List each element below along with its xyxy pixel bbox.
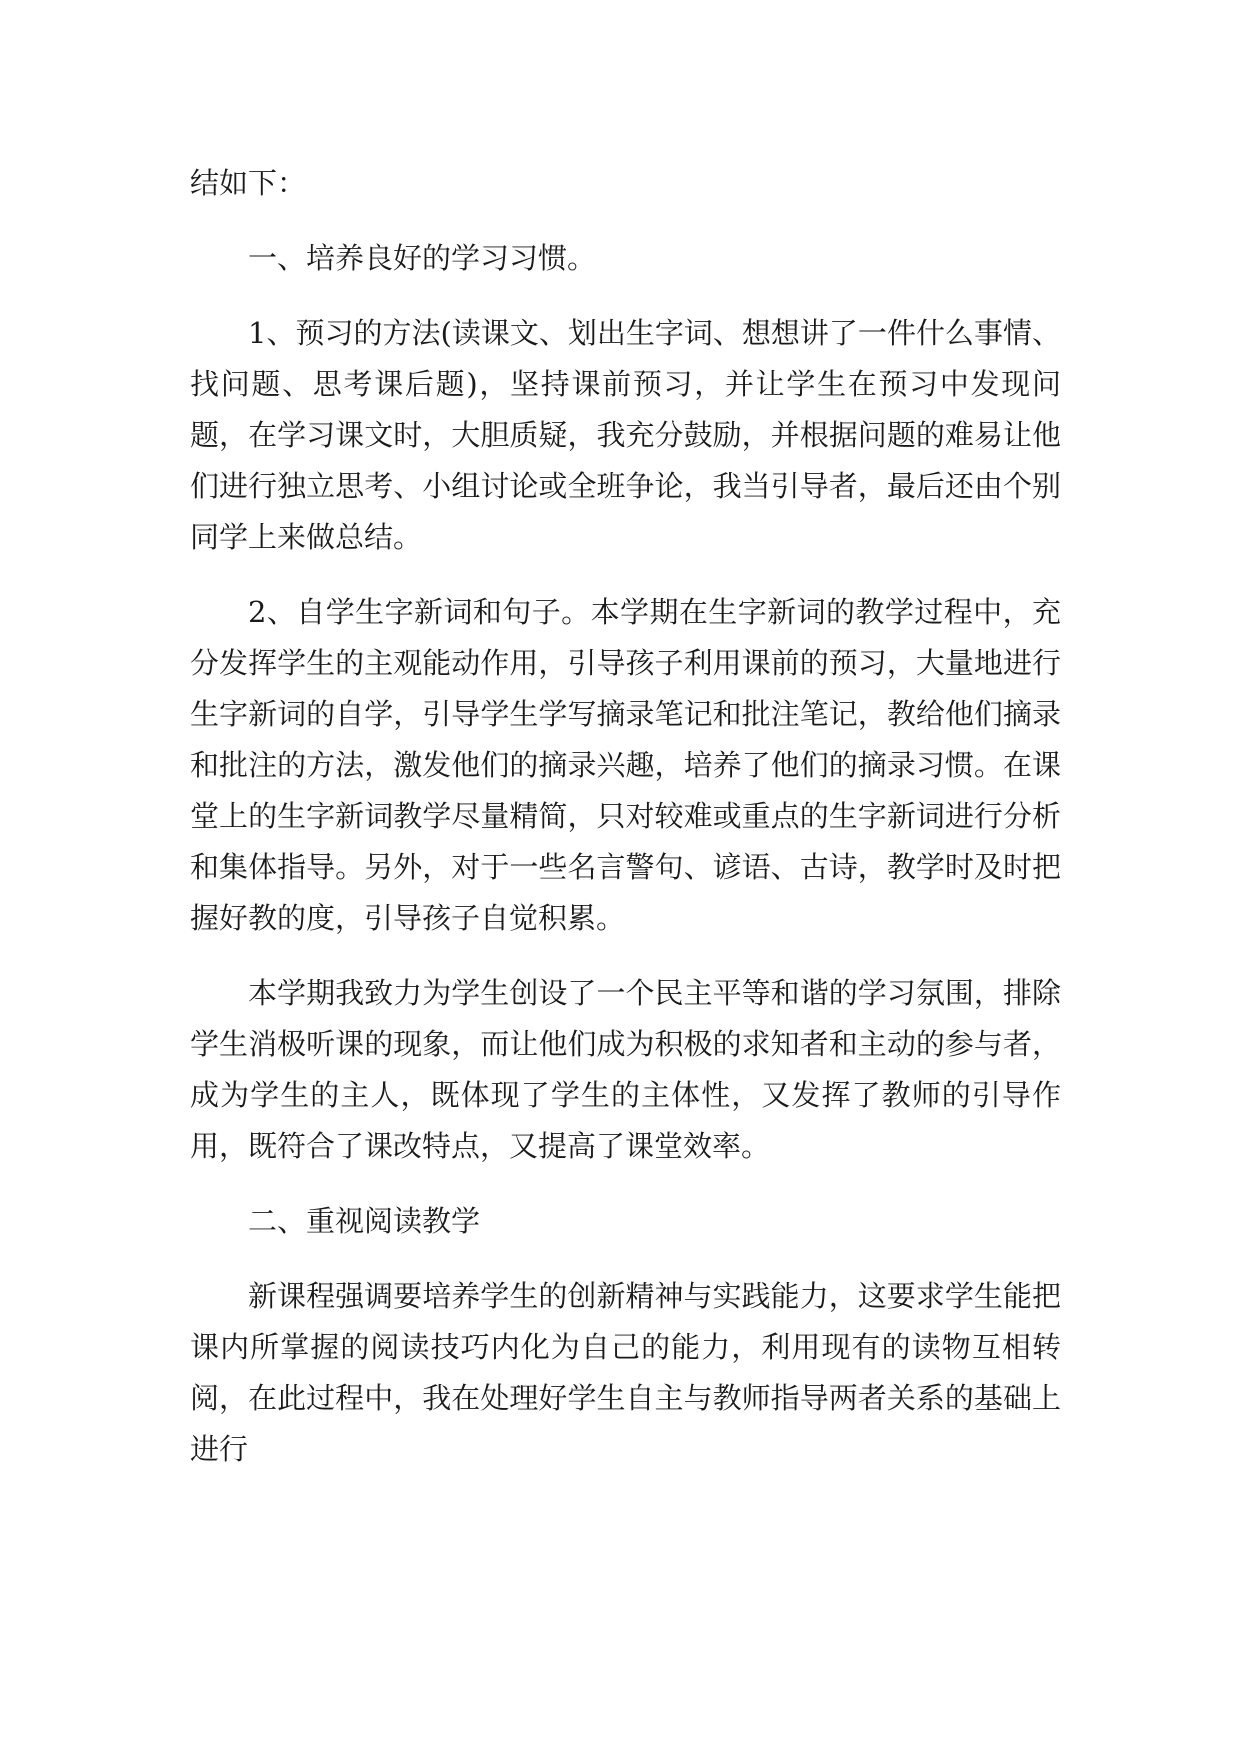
paragraph-reading-teaching: 新课程强调要培养学生的创新精神与实践能力，这要求学生能把课内所掌握的阅读技巧内化为自己的能力，利用现有的读物互相转阅，在此过程中，我在处理好学生自主与教师指导两者关系的基础上进行 xyxy=(190,1279,1061,1466)
paragraph-self-study: 2、自学生字新词和句子。本学期在生字新词的教学过程中，充分发挥学生的主观能动作用，引导孩子利用课前的预习，大量地进行生字新词的自学，引导学生学写摘录笔记和批注笔记，教给他们摘录和批注的方法，激发他们的摘录兴趣，培养了他们的摘录习惯。在课堂上的生字新词教学尽量精简，只对较难或重点的生字新词进行分析和集体指导。另外，对于一些名言警句、谚语、古诗，教学时及时把握好教的度，引导孩子自觉积累。 xyxy=(190,595,1061,935)
paragraph-continuation: 结如下： xyxy=(190,166,307,200)
heading-section-2: 二、重视阅读教学 xyxy=(248,1204,481,1238)
paragraph-preview-method: 1、预习的方法(读课文、划出生字词、想想讲了一件什么事情、找问题、思考课后题)，坚持课前预习，并让学生在预习中发现问题，在学习课文时，大胆质疑，我充分鼓励，并根据问题的难易让他们进行独立思考、小组讨论或全班争论，我当引导者，最后还由个别同学上来做总结。 xyxy=(190,316,1061,554)
document-body xyxy=(190,158,1061,1499)
paragraph-classroom-atmosphere: 本学期我致力为学生创设了一个民主平等和谐的学习氛围，排除学生消极听课的现象，而让他们成为积极的求知者和主动的参与者，成为学生的主人，既体现了学生的主体性，又发挥了教师的引导作用，既符合了课改特点，又提高了课堂效率。 xyxy=(190,976,1061,1163)
heading-section-1: 一、培养良好的学习习惯。 xyxy=(248,241,597,275)
